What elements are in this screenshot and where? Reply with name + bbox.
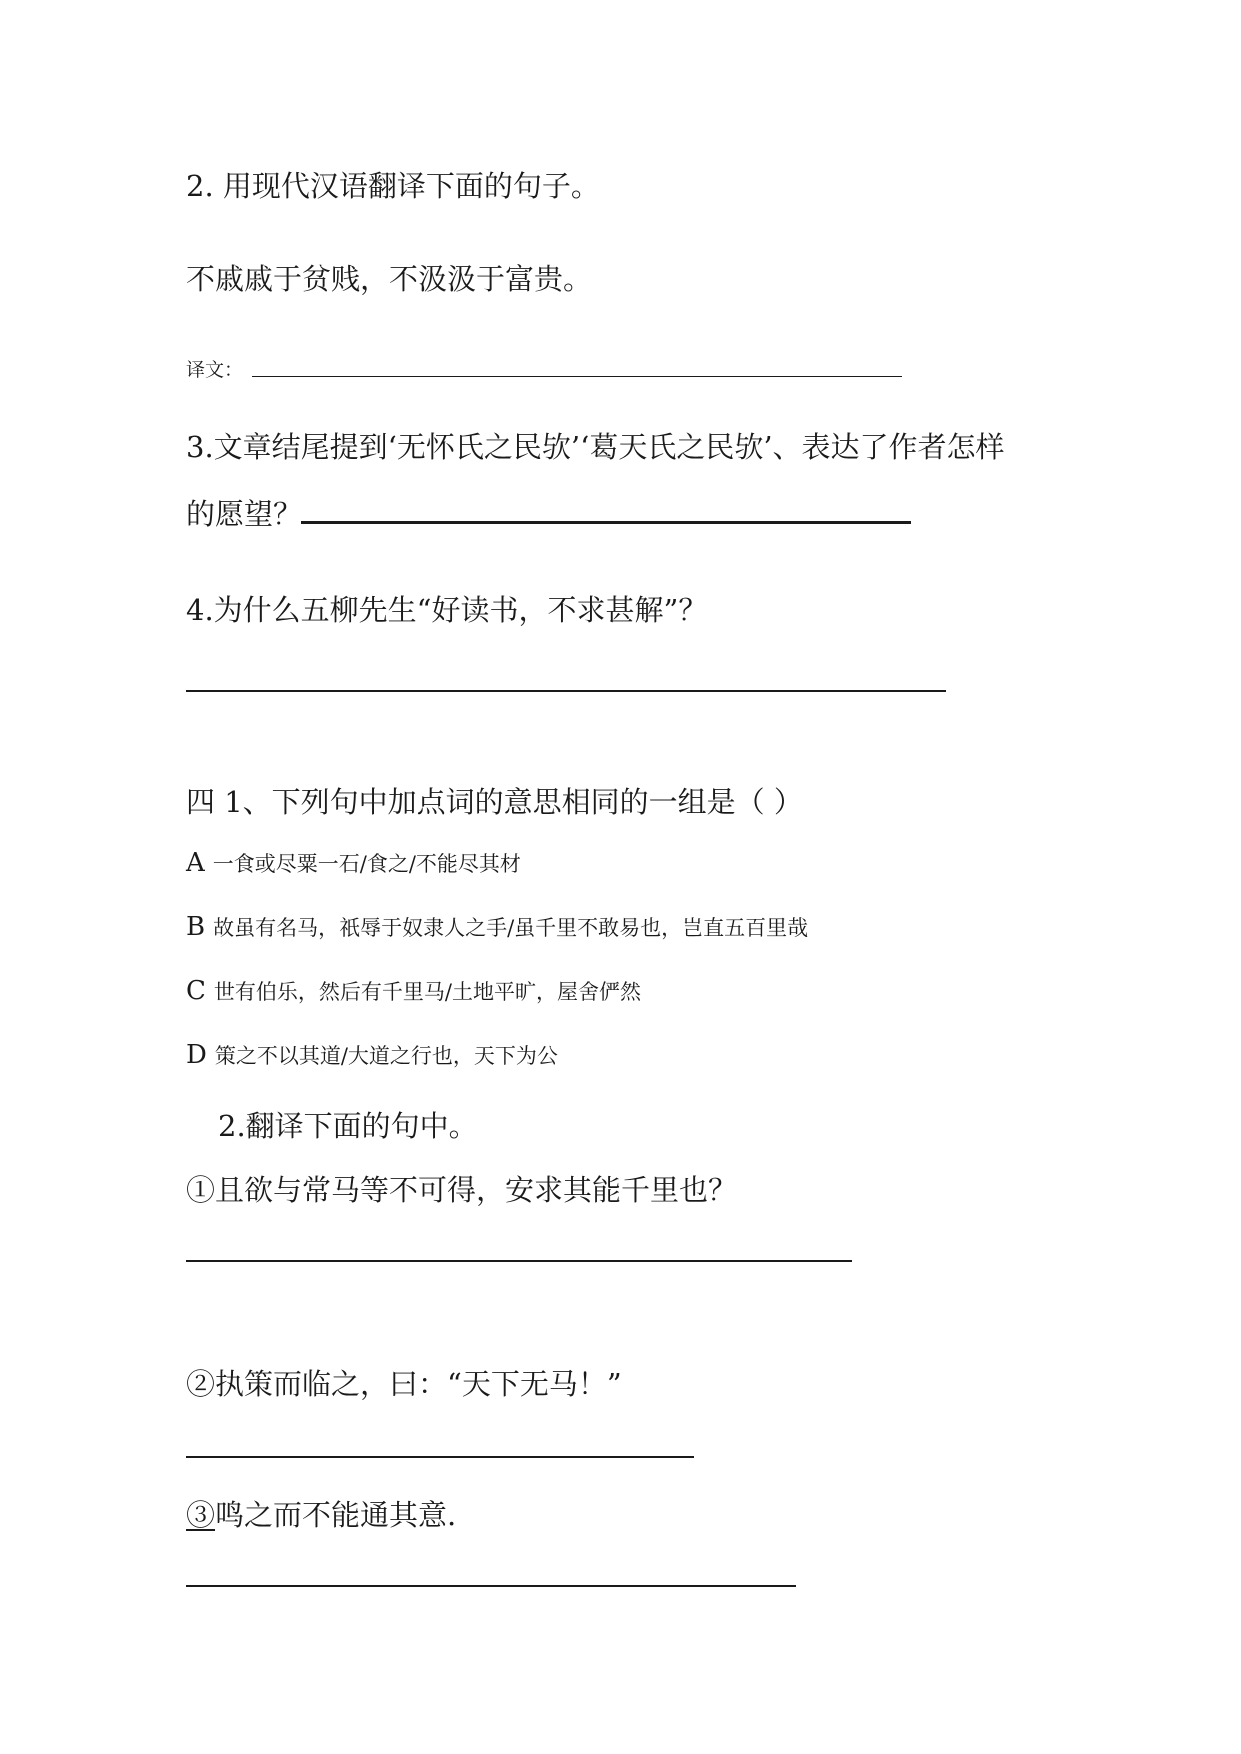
question-4-title: 4.为什么五柳先生“好读书，不求甚解”？	[186, 593, 708, 627]
item-marker: ①	[186, 1173, 216, 1207]
option-a	[186, 848, 521, 878]
item-text: 鸣之而不能通其意.	[215, 1498, 457, 1532]
option-d	[186, 1040, 558, 1070]
translate-item-1	[186, 1168, 737, 1209]
option-letter: A	[186, 848, 205, 878]
section4-q2-title: 2.翻译下面的句中。	[218, 1109, 478, 1143]
question-3-line2: 的愿望？	[186, 497, 303, 531]
option-letter: C	[186, 976, 206, 1006]
section4-q1-title: 四 1、下列句中加点词的意思相同的一组是（ ）	[186, 785, 803, 819]
answer-line-item-2	[186, 1456, 694, 1458]
item-marker: ③	[186, 1498, 216, 1532]
answer-line-item-3	[186, 1585, 796, 1587]
answer-label: 译文：	[186, 359, 244, 381]
option-text: 一食或尽粟一石/食之/不能尽其材	[212, 852, 521, 876]
option-text: 策之不以其道/大道之行也，天下为公	[214, 1044, 558, 1068]
option-letter: D	[186, 1040, 207, 1070]
option-letter: B	[186, 912, 206, 942]
question-3-line1: 3.文章结尾提到‘无怀氏之民欤’‘葛天氏之民欤’、表达了作者怎样	[186, 430, 1005, 464]
answer-line-q2	[252, 376, 902, 377]
translate-item-2	[186, 1362, 622, 1403]
answer-line-item-1	[186, 1260, 852, 1262]
item-text: 且欲与常马等不可得，安求其能千里也？	[215, 1173, 738, 1207]
translate-item-3	[186, 1493, 456, 1534]
answer-line-q3	[301, 521, 911, 524]
item-text: 执策而临之，曰：“天下无马！”	[215, 1367, 622, 1401]
question-2-title: 2. 用现代汉语翻译下面的句子。	[186, 169, 600, 203]
option-text: 世有伯乐，然后有千里马/土地平旷，屋舍俨然	[213, 980, 641, 1004]
option-text: 故虽有名马，祇辱于奴隶人之手/虽千里不敢易也，岂直五百里哉	[213, 916, 809, 940]
option-c	[186, 976, 641, 1006]
item-marker: ②	[186, 1367, 216, 1401]
question-2-sentence: 不戚戚于贫贱，不汲汲于富贵。	[186, 262, 593, 296]
answer-line-q4	[186, 690, 946, 692]
option-b	[186, 912, 808, 942]
